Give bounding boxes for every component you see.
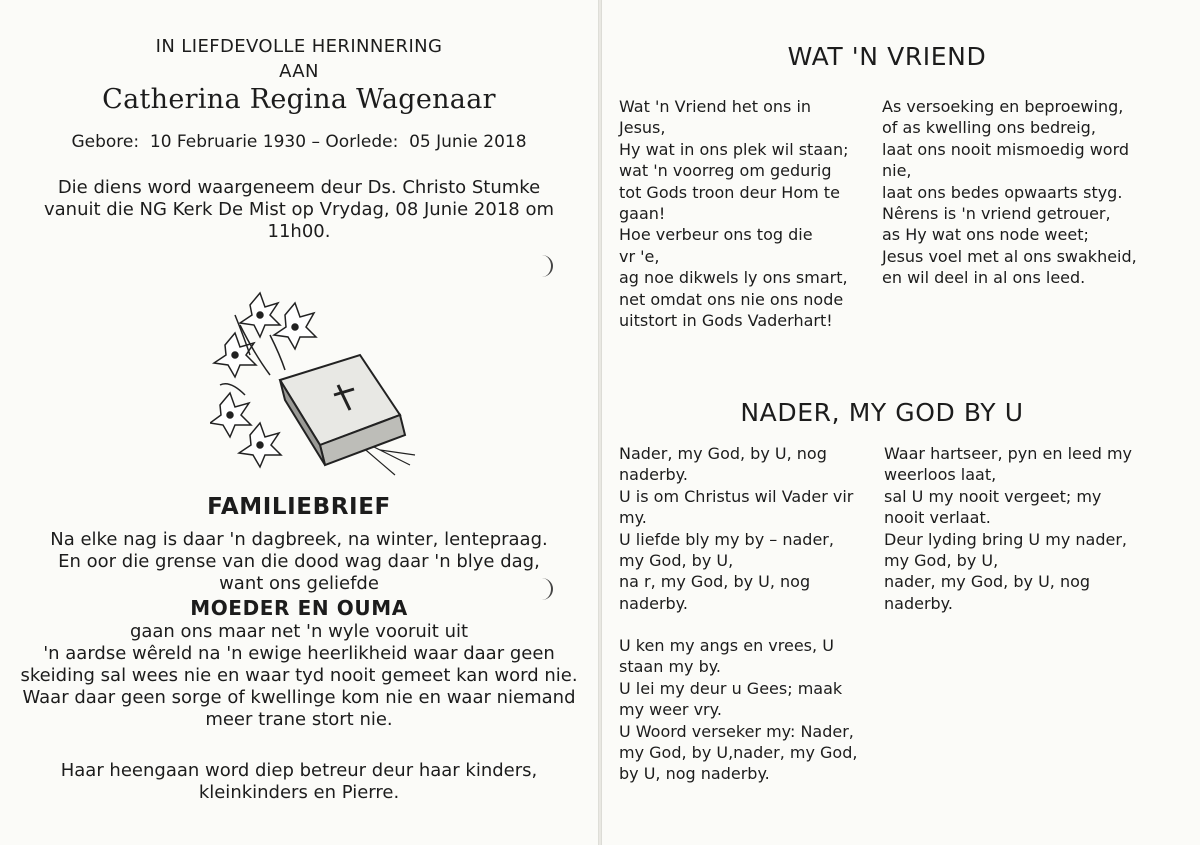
lyric-line: my. — [619, 508, 647, 528]
lyric-line: ag noe dikwels ly ons smart, — [619, 268, 848, 288]
lyric-line: Jesus, — [619, 118, 666, 138]
song2-column-1-verse-2 — [619, 635, 857, 785]
lyric-line: wat 'n voorreg om gedurig — [619, 161, 832, 181]
lyric-line: laat ons bedes opwaarts styg. — [882, 182, 1123, 202]
lyric-line: en wil deel in al ons leed. — [882, 268, 1086, 288]
lyric-line: U is om Christus wil Vader vir — [619, 486, 854, 506]
service-line: vanuit die NG Kerk De Mist op Vrydag, 08 Junie 2018 om — [44, 199, 554, 220]
lyric-line: U ken my angs en vrees, U — [619, 636, 834, 655]
letter-body-part1 — [0, 529, 598, 595]
bible-lilies-illustration — [210, 285, 420, 485]
closing-line: Haar heengaan word diep betreur deur haar kinders, — [60, 760, 538, 781]
relation-heading: MOEDER EN OUMA — [190, 596, 408, 620]
lyric-line: U liefde bly my by – nader, — [619, 529, 834, 549]
dates-line — [0, 132, 598, 152]
letter-line: gaan ons maar net 'n wyle vooruit uit — [129, 621, 469, 642]
lyric-line: tot Gods troon deur Hom te — [619, 182, 840, 202]
lyric-line: Waar hartseer, pyn en leed my — [884, 444, 1132, 463]
song-title-wat-n-vriend: WAT 'N VRIEND — [787, 42, 987, 71]
song1-column-1 — [619, 96, 848, 331]
letter-line: 'n aardse wêreld na 'n ewige heerlikheid waar daar geen — [43, 643, 555, 664]
lyric-line: my weer vry. — [619, 700, 722, 720]
lyric-line: as Hy wat ons node weet; — [882, 225, 1089, 245]
died-date: 05 Junie 2018 — [409, 132, 527, 152]
lyric-line: naderby. — [619, 593, 688, 613]
memorial-heading-sub: AAN — [279, 61, 319, 82]
lily-flower — [274, 303, 316, 349]
lyric-line: by U, nog naderby. — [619, 764, 770, 784]
lyric-line: weerloos laat, — [884, 465, 997, 485]
lyric-line: na r, my God, by U, nog — [619, 572, 811, 592]
letter-line: En oor die grense van die dood wag daar 'n blye dag, — [58, 551, 540, 572]
lyric-line: naderby. — [884, 593, 953, 613]
service-line: 11h00. — [267, 221, 331, 242]
lyric-line: my God, by U,nader, my God, — [619, 743, 858, 763]
lyric-line: Nader, my God, by U, nog — [619, 444, 827, 463]
lyric-line: Hy wat in ons plek wil staan; — [619, 139, 849, 159]
born-label: Gebore: — [71, 132, 140, 152]
left-page — [0, 0, 598, 845]
right-page — [602, 0, 1200, 845]
song-title-nader-my-god: NADER, MY GOD BY U — [740, 398, 1024, 427]
lyric-line: Wat 'n Vriend het ons in — [619, 97, 812, 116]
born-date: 10 Februarie 1930 — [149, 132, 307, 152]
letter-title: FAMILIEBRIEF — [207, 494, 391, 520]
lyric-line: nie, — [882, 161, 912, 181]
deceased-name: Catherina Regina Wagenaar — [102, 84, 496, 115]
memorial-heading: IN LIEFDEVOLLE HERINNERING — [155, 36, 443, 57]
letter-body-part2 — [0, 621, 598, 731]
song2-column-1-verse-1 — [619, 443, 853, 614]
lyric-line: sal U my nooit vergeet; my — [884, 486, 1102, 506]
lily-flower — [239, 423, 281, 467]
lily-flower — [240, 293, 280, 337]
lyric-line: vr 'e, — [619, 246, 660, 266]
lyric-line: Jesus voel met al ons swakheid, — [882, 246, 1137, 266]
song2-column-2 — [884, 443, 1132, 614]
letter-line: meer trane stort nie. — [205, 709, 393, 730]
lyric-line: Nêrens is 'n vriend getrouer, — [882, 204, 1111, 224]
service-line: Die diens word waargeneem deur Ds. Christo Stumke — [57, 177, 541, 198]
service-info — [0, 177, 598, 243]
lily-flower — [210, 393, 251, 437]
lyric-line: my God, by U, — [884, 551, 999, 571]
lyric-line: nader, my God, by U, nog — [884, 572, 1091, 592]
closing-line: kleinkinders en Pierre. — [198, 782, 400, 803]
closing-text — [0, 760, 598, 804]
lyric-line: uitstort in Gods Vaderhart! — [619, 311, 833, 331]
lyric-line: U Woord verseker my: Nader, — [619, 721, 854, 741]
lyric-line: net omdat ons nie ons node — [619, 289, 844, 309]
lyric-line: gaan! — [619, 204, 666, 224]
letter-line: Na elke nag is daar 'n dagbreek, na winter, lentepraag. — [50, 529, 548, 550]
date-separator: – — [311, 132, 320, 152]
letter-line: skeiding sal wees nie en waar tyd nooit gemeet kan word nie. — [20, 665, 578, 686]
lyric-line: nooit verlaat. — [884, 508, 991, 528]
lyric-line: naderby. — [619, 465, 688, 485]
died-label: Oorlede: — [325, 132, 399, 152]
lyric-line: U lei my deur u Gees; maak — [619, 678, 843, 698]
lyric-line: laat ons nooit mismoedig word — [882, 139, 1130, 159]
letter-line: Waar daar geen sorge of kwellinge kom nie en waar niemand — [22, 687, 576, 708]
lyric-line: my God, by U, — [619, 551, 734, 571]
lyric-line: Deur lyding bring U my nader, — [884, 529, 1127, 549]
lyric-line: Hoe verbeur ons tog die — [619, 225, 813, 245]
letter-line: want ons geliefde — [219, 573, 379, 594]
lyric-line: of as kwelling ons bedreig, — [882, 118, 1096, 138]
lyric-line: As versoeking en beproewing, — [882, 97, 1124, 116]
bible-book — [280, 355, 405, 465]
punch-hole — [537, 255, 553, 277]
lyric-line: staan my by. — [619, 657, 722, 677]
song1-column-2 — [882, 96, 1137, 289]
